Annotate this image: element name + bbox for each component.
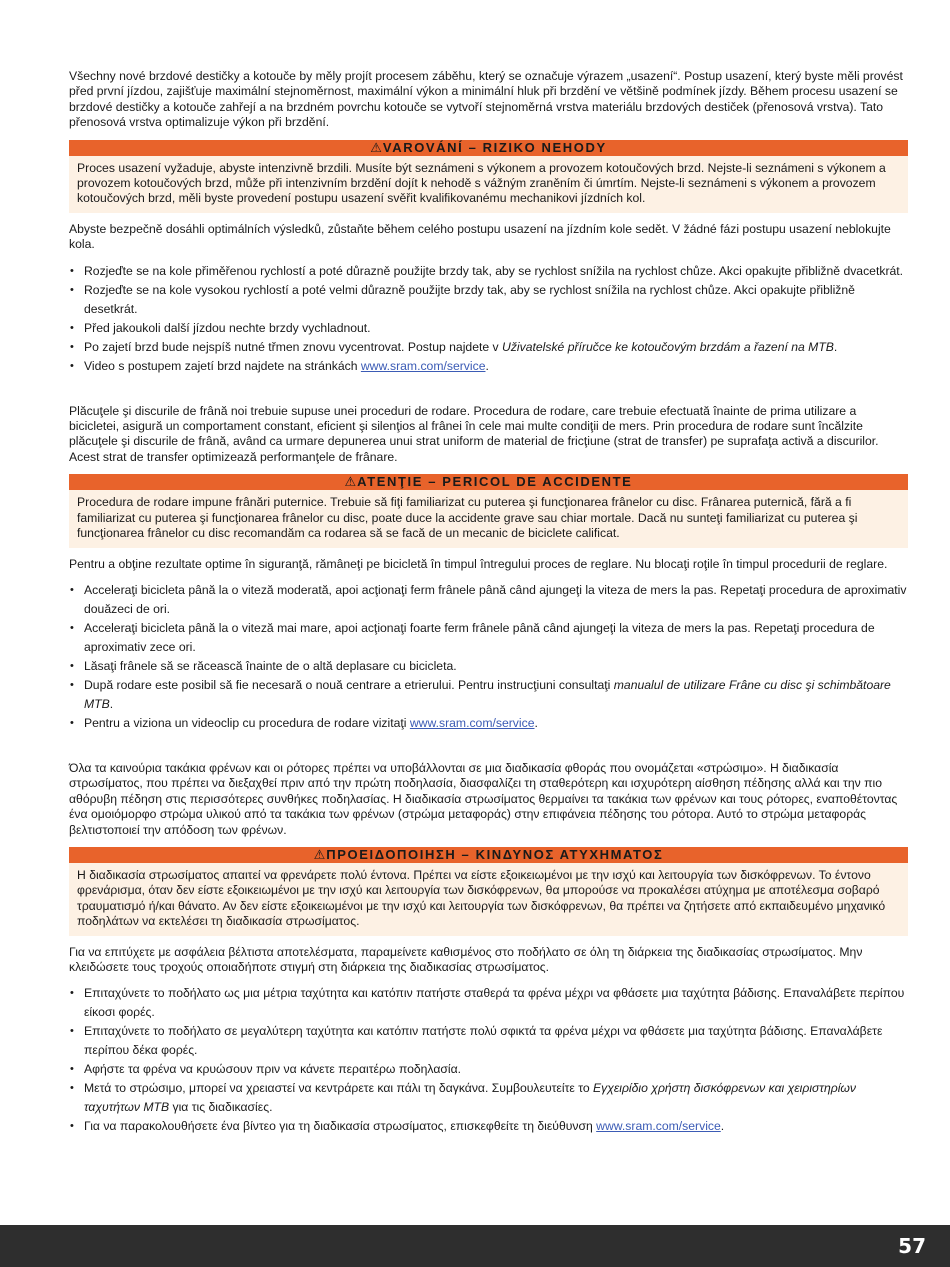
warning-triangle-icon: ⚠ bbox=[344, 474, 357, 490]
list-item: • Αφήστε τα φρένα να κρυώσουν πριν να κάνετε περαιτέρω ποδηλασία. bbox=[69, 1060, 908, 1079]
video-ref-text: Video s postupem zajetí brzd najdete na stránkách bbox=[84, 358, 361, 373]
page-content bbox=[69, 69, 908, 1136]
manual-ref-end: . bbox=[109, 696, 114, 711]
warning-text: Procedura de rodare impune frânări puternice. Trebuie să fiţi familiarizat cu puterea şi funcţionarea frânelor cu disc. Frânarea puternică, fără a fi familiarizat cu puterea şi funcţionarea frânelor cu disc, poate duce la accidente grave sau chiar mortale. Dacă nu sunteţi familiarizat cu puterea şi funcţionarea frânelor cu disc recomandăm ca rodarea să se facă de un mecanic de biciclete calificat. bbox=[69, 490, 908, 547]
warning-title: ATENŢIE – PERICOL DE ACCIDENTE bbox=[357, 474, 633, 490]
manual-ref-end: για τις διαδικασίες. bbox=[169, 1100, 273, 1115]
service-link[interactable]: www.sram.com/service bbox=[596, 1119, 721, 1134]
manual-ref-text: Po zajetí brzd bude nejspíš nutné třmen znovu vycentrovat. Postup najdete v bbox=[84, 339, 503, 354]
video-ref-end: . bbox=[485, 358, 489, 373]
list-item bbox=[69, 338, 908, 357]
warning-header bbox=[69, 474, 908, 490]
list-item: • Před jakoukoli další jízdou nechte brzdy vychladnout. bbox=[69, 319, 908, 338]
list-item bbox=[69, 676, 908, 714]
section-spacer bbox=[69, 376, 908, 404]
video-ref-text: Pentru a viziona un videoclip cu procedura de rodare vizitaţi bbox=[84, 715, 410, 730]
list-item: • Επιταχύνετε το ποδήλατο σε μεγαλύτερη ταχύτητα και κατόπιν πατήστε πολύ σφικτά τα φρένα μέχρι να φθάσετε μια ταχύτητα βάδισης. Επαναλάβετε περίπου δέκα φορές. bbox=[69, 1022, 908, 1060]
steps-list bbox=[69, 984, 908, 1136]
lead-paragraph: Pentru a obţine rezultate optime în siguranţă, rămâneţi pe bicicletă în timpul întregului proces de reglare. Nu blocaţi roţile în timpul procedurii de reglare. bbox=[69, 556, 888, 571]
warning-triangle-icon: ⚠ bbox=[370, 139, 382, 155]
warning-triangle-icon: ⚠ bbox=[313, 846, 326, 862]
video-ref-end: . bbox=[534, 715, 538, 730]
intro-paragraph: Όλα τα καινούρια τακάκια φρένων και οι ρότορες πρέπει να υποβάλλονται σε μια διαδικασία φθοράς που ονομάζεται «στρώσιμο». Η διαδικασία στρωσίματος, που πρέπει να διεξαχθεί πριν από την πρώτη ποδηλασία, διασφαλίζει τη σταθερότερη και ισχυρότερη αίσθηση πέδησης αλλά και την πιο αθόρυβη πέδηση στις περισσότερες συνθήκες ποδηλασίας. Η διαδικασία στρωσίματος θερμαίνει τα τακάκια των φρένων και τους ρότορες, εναποθέτοντας ένα ομοιόμορφο στρώμα υλικού από τα τακάκια των φρένων (στρώμα μεταφοράς) στην επιφάνεια πέδησης του ρότορα. Αυτό το στρώμα μεταφοράς βελτιστοποιεί την απόδοση των φρένων. bbox=[69, 760, 898, 837]
list-item: • Rozjeďte se na kole vysokou rychlostí a poté velmi důrazně použijte brzdy tak, aby se rychlost snížila na rychlost chůze. Akci opakujte přibližně desetkrát. bbox=[69, 281, 908, 319]
service-link[interactable]: www.sram.com/service bbox=[360, 358, 486, 373]
steps-list bbox=[69, 262, 908, 376]
list-item: • Acceleraţi bicicleta până la o viteză mai mare, apoi acţionaţi foarte ferm frânele până când ajungeţi la viteza de mers la pas. Repetaţi procedura de aproximativ zece ori. bbox=[69, 619, 908, 657]
warning-title: VAROVÁNÍ – RIZIKO NEHODY bbox=[382, 139, 607, 155]
list-item bbox=[69, 357, 908, 376]
manual-title: Εγχειρίδιο χρήστη δισκόφρενων και χειριστηρίων ταχυτήτων MTB bbox=[84, 1081, 856, 1115]
intro-paragraph: Všechny nové brzdové destičky a kotouče by měly projít procesem záběhu, který se označuje výrazem „usazení“. Postup usazení, který byste měli provést před první jízdou, zajišťuje maximální stejnoměrnost, maximální výkon a minimální hluk při brzdění ve většině podmínek jízdy. Během procesu usazení se brzdové destičky a kotouče zahřejí a na brzdném povrchu kotouče se vytvoří stejnoměrná vrstva materiálu brzdových destiček (přenosová vrstva). Tato přenosová vrstva optimalizuje výkon při brzdění. bbox=[69, 69, 903, 130]
list-item bbox=[69, 714, 908, 733]
section-romanian bbox=[69, 404, 908, 733]
lead-paragraph: Abyste bezpečně dosáhli optimálních výsledků, zůstaňte během celého postupu usazení na jízdním kole sedět. V žádné fázi postupu usazení neblokujte kola. bbox=[69, 221, 891, 252]
page-footer bbox=[0, 1225, 950, 1267]
warning-header bbox=[69, 847, 908, 863]
lead-paragraph: Για να επιτύχετε με ασφάλεια βέλτιστα αποτελέσματα, παραμείνετε καθισμένος στο ποδήλατο σε όλη τη διάρκεια της διαδικασίας στρωσίματος. Μην κλειδώσετε τους τροχούς οποιαδήποτε στιγμή στη διάρκεια της διαδικασίας στρωσίματος. bbox=[69, 944, 863, 974]
manual-ref-text: Μετά το στρώσιμο, μπορεί να χρειαστεί να κεντράρετε και πάλι τη δαγκάνα. Συμβουλευτείτε το bbox=[84, 1081, 594, 1096]
video-ref-text: Για να παρακολουθήσετε ένα βίντεο για τη διαδικασία στρωσίματος, επισκεφθείτε τη διεύθυνση bbox=[84, 1119, 597, 1134]
manual-ref-end: . bbox=[833, 339, 838, 354]
warning-text: Proces usazení vyžaduje, abyste intenzivně brzdili. Musíte být seznámeni s výkonem a provozem kotoučových brzd. Nejste-li seznámeni s výkonem a provozem kotoučových brzd, může při intenzivním brzdění dojít k nehodě s vážným zraněním či úmrtím. Nejste-li seznámeni s výkonem a provozem kotoučových brzd, měli byste provedení postupu usazení svěřit kvalifikovanému mechanikovi jízdních kol. bbox=[69, 156, 908, 213]
list-item bbox=[69, 1117, 908, 1136]
manual-ref-text: După rodare este posibil să fie necesară o nouă centrare a etrierului. Pentru instrucţiuni consultaţi bbox=[84, 677, 614, 692]
warning-text: Η διαδικασία στρωσίματος απαιτεί να φρενάρετε πολύ έντονα. Πρέπει να είστε εξοικειωμένοι με την ισχύ και λειτουργία των δισκόφρενων. Το έντονο φρενάρισμα, όταν δεν είστε εξοικειωμένοι με την ισχύ και λειτουργία των δισκόφρενων, θα μπορούσε να προκαλέσει ατύχημα με αποτέλεσμα σοβαρό τραυματισμό ή/και θάνατο. Αν δεν είστε εξοικειωμένοι με την ισχύ και λειτουργία των δισκόφρενων, θα πρέπει να ζητήσετε από εκπαιδευμένο μηχανικό ποδηλάτων να εκτελέσει τη διαδικασία στρωσίματος. bbox=[69, 863, 908, 936]
page-number: 57 bbox=[898, 1234, 926, 1258]
list-item: • Lăsaţi frânele să se răcească înainte de o altă deplasare cu bicicleta. bbox=[69, 657, 908, 676]
manual-title: Uživatelské příručce ke kotoučovým brzdám a řazení na MTB bbox=[502, 339, 834, 354]
list-item: • Επιταχύνετε το ποδήλατο ως μια μέτρια ταχύτητα και κατόπιν πατήστε σταθερά τα φρένα μέχρι να φθάσετε μια ταχύτητα βάδισης. Επαναλάβετε περίπου είκοσι φορές. bbox=[69, 984, 908, 1022]
service-link[interactable]: www.sram.com/service bbox=[409, 715, 535, 730]
section-greek bbox=[69, 761, 908, 1136]
list-item bbox=[69, 1079, 908, 1117]
list-item: • Rozjeďte se na kole přiměřenou rychlostí a poté důrazně použijte brzdy tak, aby se rychlost snížila na rychlost chůze. Akci opakujte přibližně dvacetkrát. bbox=[69, 262, 908, 281]
video-ref-end: . bbox=[720, 1119, 725, 1134]
section-spacer bbox=[69, 733, 908, 761]
warning-header bbox=[69, 140, 908, 156]
steps-list bbox=[69, 581, 908, 733]
manual-title: manualul de utilizare Frâne cu disc şi schimbătoare MTB bbox=[84, 677, 891, 711]
warning-title: ΠΡΟΕΙΔΟΠΟΙΗΣΗ – ΚΙΝΔΥΝΟΣ ΑΤΥΧΗΜΑΤΟΣ bbox=[326, 846, 664, 862]
list-item: • Acceleraţi bicicleta până la o viteză moderată, apoi acţionaţi ferm frânele până când ajungeţi la viteza de mers la pas. Repetaţi procedura de aproximativ douăzeci de ori. bbox=[69, 581, 908, 619]
intro-paragraph: Plăcuţele şi discurile de frână noi trebuie supuse unei proceduri de rodare. Procedura de rodare, care trebuie efectuată înainte de prima utilizare a bicicletei, asigură un comportament constant, eficient şi silenţios al frânei în cele mai multe condiţii de mers. Prin procedura de rodare sunt încălzite plăcuţele şi discurile de frână, având ca urmare depunerea unui strat uniform de material de fricţiune (strat de transfer) pe suprafaţa activă a discurilor. Acest strat de transfer optimizează performanţele de frânare. bbox=[69, 403, 879, 464]
section-czech bbox=[69, 69, 908, 376]
